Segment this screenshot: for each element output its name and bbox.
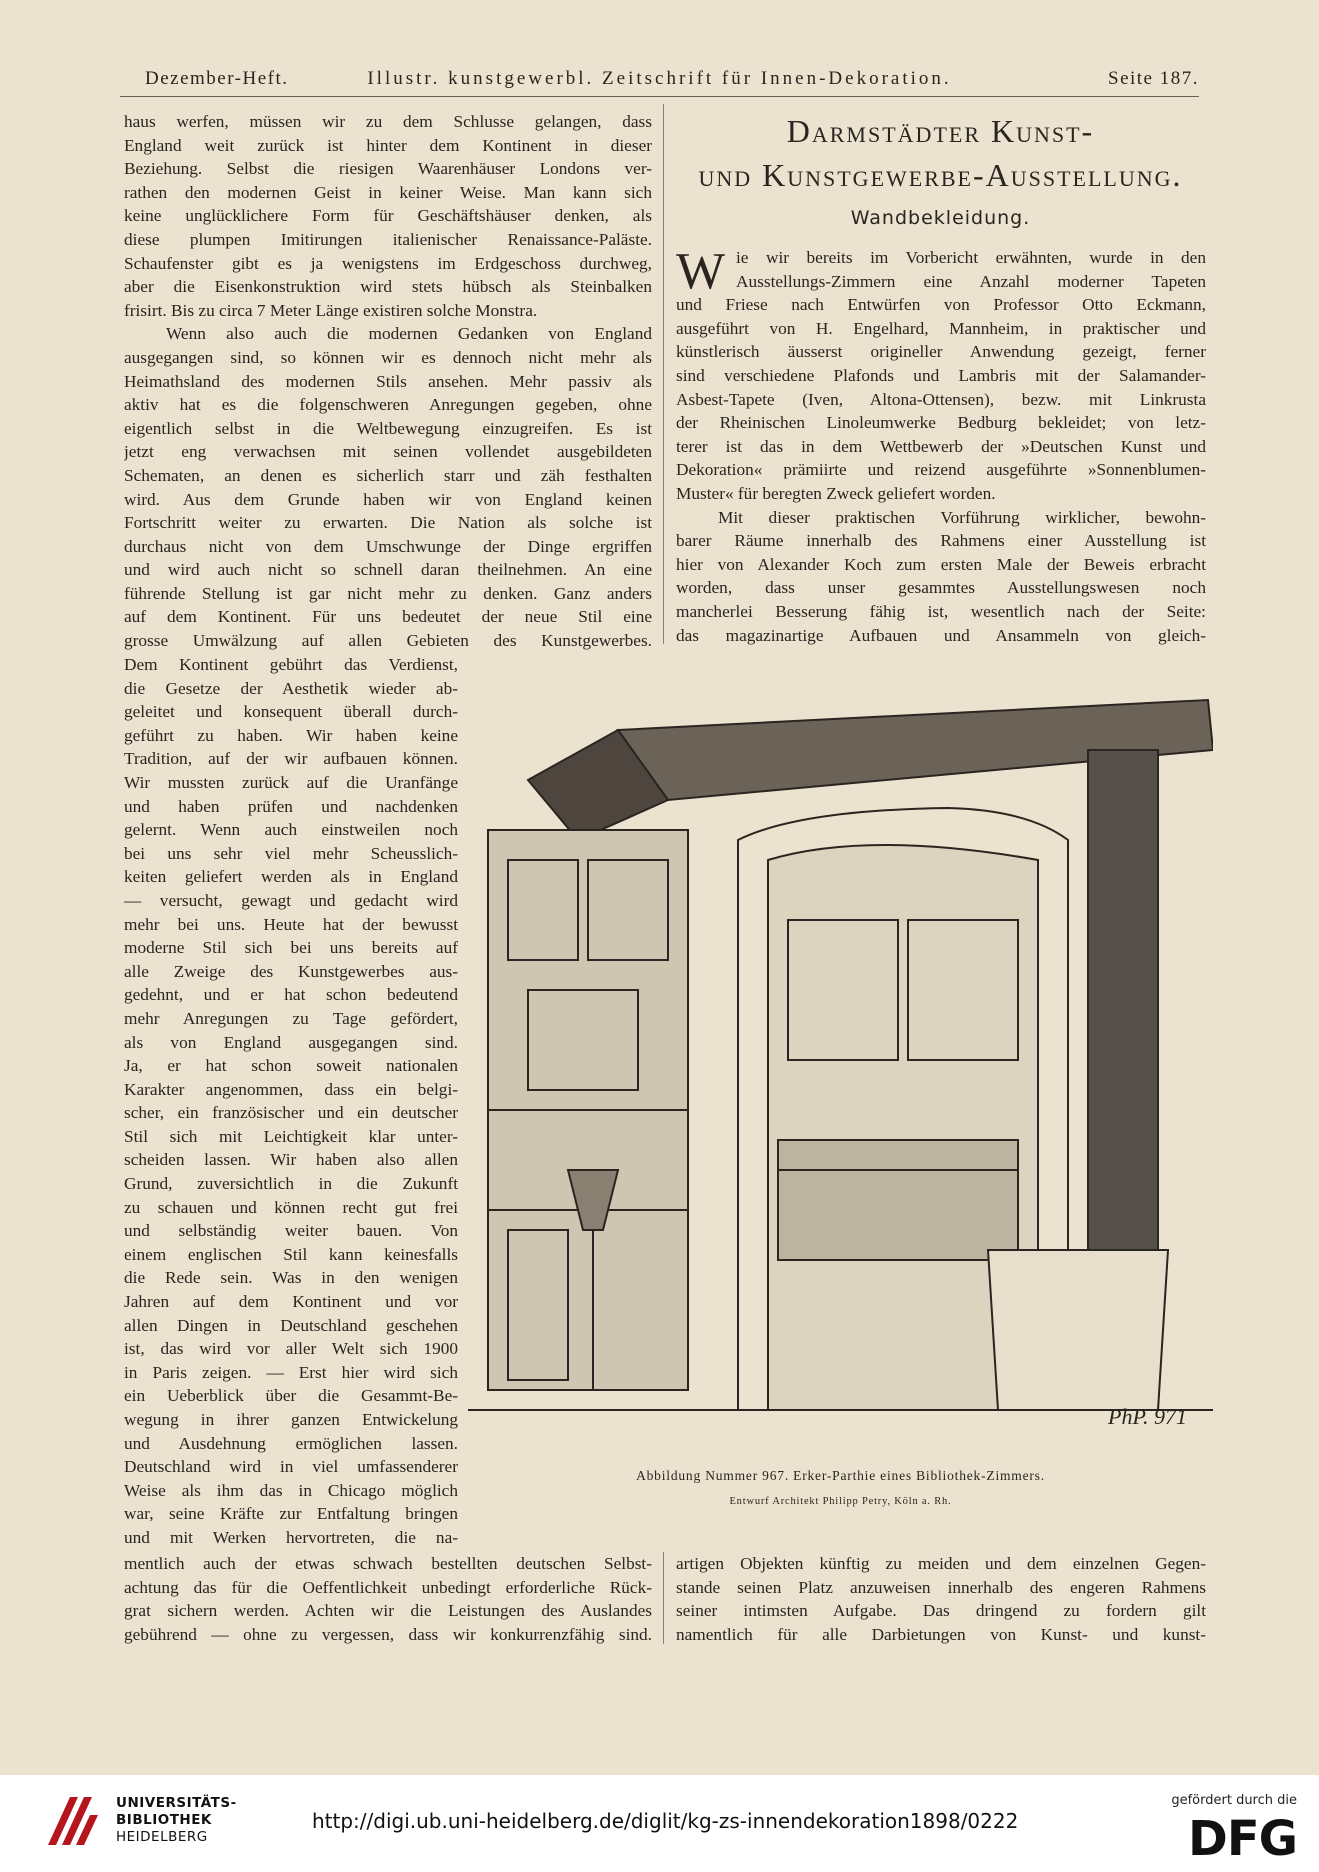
text-line: Tradition, auf der wir aufbauen können.	[124, 749, 458, 769]
text-line: wird. Aus dem Grunde haben wir von England keinen	[124, 489, 652, 509]
digitization-footer	[0, 1775, 1319, 1872]
text-line: Wir mussten zurück auf die Uranfänge	[124, 772, 458, 792]
article-title-line2: und Kunstgewerbe-Ausstellung.	[698, 157, 1183, 193]
text-line: jetzt eng verwachsen mit seinen vollendet ausgebildeten	[124, 442, 652, 462]
funding-label: gefördert durch die	[1171, 1793, 1297, 1808]
header-page-number: Seite 187.	[1108, 68, 1199, 89]
text-line: mancherlei Besserung fähig ist, wesentlich nach der Seite:	[676, 601, 1206, 621]
text-line: mehr Anregungen zu Tage gefördert,	[124, 1008, 458, 1028]
article-subtitle: Wandbekleidung.	[850, 207, 1031, 229]
text-line: keine unglücklichere Form für Geschäftshäuser denken, als	[124, 206, 652, 226]
text-line: mentlich auch der etwas schwach bestellten deutschen Selbst-	[124, 1554, 652, 1573]
text-line: aktiv hat es die folgenschweren Anregungen gegeben, ohne	[124, 395, 652, 415]
column-divider-bottom	[663, 1552, 664, 1644]
text-line: Dem Kontinent gebührt das Verdienst,	[124, 655, 458, 674]
text-line: ie wir bereits im Vorbericht erwähnten, wurde in den	[736, 248, 1206, 267]
text-line: Karakter angenommen, dass ein belgi-	[124, 1079, 458, 1099]
text-line: einem englischen Stil kann keinesfalls	[124, 1244, 458, 1264]
text-line: ausgeführt von H. Engelhard, Mannheim, in praktischer und	[676, 318, 1206, 338]
header-issue: Dezember-Heft.	[145, 68, 289, 89]
text-line: Wenn also auch die modernen Gedanken von England	[166, 324, 652, 344]
text-line: Deutschland wird in viel umfassenderer	[124, 1457, 458, 1477]
text-line: moderne Stil sich bei uns bereits auf	[124, 938, 458, 958]
text-line: die Gesetze der Aesthetik wieder ab-	[124, 678, 458, 698]
text-line: Muster« für beregten Zweck geliefert worden.	[676, 483, 996, 503]
text-line: grosse Umwälzung auf allen Gebieten des Kunstgewerbes.	[124, 631, 652, 651]
illustration-drawing	[468, 690, 1213, 1435]
header-journal-title: Illustr. kunstgewerbl. Zeitschrift für Innen-Dekoration.	[367, 68, 952, 89]
text-line: Grund, zuversichtlich in die Zukunft	[124, 1174, 458, 1194]
text-line: rathen den modernen Geist in keiner Weise. Man kann sich	[124, 182, 652, 202]
text-line: Ja, er hat schon soweit nationalen	[124, 1056, 458, 1076]
text-line: und Ausdehnung ermöglichen lassen.	[124, 1433, 458, 1453]
text-line: geführt zu haben. Wir haben keine	[124, 725, 458, 745]
bottom-right-text	[676, 1552, 1206, 1646]
text-line: ausgegangen sind, so können wir es dennoch nicht mehr als	[124, 347, 652, 367]
text-line: zu schauen und können recht gut frei	[124, 1197, 458, 1217]
text-line: und haben prüfen und nachdenken	[124, 796, 458, 816]
text-line: die Rede sein. Was in den wenigen	[124, 1268, 458, 1288]
text-line: und Friese nach Entwürfen von Professor Otto Eckmann,	[676, 295, 1206, 315]
text-line: und selbständig weiter bauen. Von	[124, 1221, 458, 1241]
text-line: scheiden lassen. Wir haben also allen	[124, 1150, 458, 1170]
bottom-left-text	[124, 1552, 652, 1646]
illustration-signature: PhP. 971	[1108, 1404, 1188, 1429]
text-line: wegung in ihrer ganzen Entwickelung	[124, 1410, 458, 1429]
text-line: sind verschiedene Plafonds und Lambris mit der Salamander-	[676, 365, 1206, 385]
text-line: barer Räume innerhalb des Rahmens einer Ausstellung ist	[676, 531, 1206, 551]
text-line: ein Ueberblick über die Gesammt-Be-	[124, 1386, 458, 1406]
text-line: artigen Objekten künftig zu meiden und dem einzelnen Gegen-	[676, 1554, 1206, 1573]
text-line: Schaufenster gibt es ja wenigstens im Erdgeschoss durchweg,	[124, 253, 652, 273]
dfg-logo: DFG	[1187, 1811, 1297, 1867]
text-line: diese plumpen Imitirungen italienischer Renaissance-Paläste.	[124, 229, 652, 249]
text-line: durchaus nicht von dem Umschwunge der Dinge ergriffen	[124, 536, 652, 556]
left-column-text	[124, 110, 652, 653]
text-line: Ausstellungs-Zimmern eine Anzahl moderner Tapeten	[736, 271, 1206, 291]
text-line: Beziehung. Selbst die riesigen Waarenhäuser Londons ver-	[124, 159, 652, 179]
text-line: Asbest-Tapete (Iven, Altona-Ottensen), bezw. mit Linkrusta	[676, 389, 1206, 409]
text-line: Heimathsland des modernen Stils ansehen. Mehr passiv als	[124, 371, 652, 391]
text-line: keiten geliefert werden als in England	[124, 867, 458, 887]
text-line: Stil sich mit Leichtigkeit klar unter-	[124, 1126, 458, 1146]
text-line: England weit zurück ist hinter dem Kontinent in dieser	[124, 135, 652, 155]
university-library-logo	[42, 1791, 102, 1851]
text-line: geleitet und konsequent überall durch-	[124, 702, 458, 722]
text-line: auf dem Kontinent. Für uns bedeutet der neue Stil eine	[124, 607, 652, 627]
text-line: und wird auch nicht so schnell daran theilnehmen. An eine	[124, 560, 652, 580]
library-illustration	[468, 690, 1213, 1435]
text-line: künstlerisch äusserst origineller Anwendung gezeigt, ferner	[676, 342, 1206, 362]
article-title-line1: Darmstädter Kunst-	[786, 113, 1095, 149]
text-line: seiner intimsten Aufgabe. Das dringend zu fordern gilt	[676, 1601, 1206, 1621]
text-line: das magazinartige Aufbauen und Ansammeln von gleich-	[676, 625, 1206, 645]
text-line: worden, dass unser gesammtes Ausstellungswesen noch	[676, 578, 1206, 598]
text-line: achtung das für die Oeffentlichkeit unbedingt erforderliche Rück-	[124, 1577, 652, 1597]
permalink-url[interactable]: http://digi.ub.uni-heidelberg.de/diglit/kg-zs-innendekoration1898/0222	[312, 1809, 1019, 1833]
text-line: als von England ausgegangen sind.	[124, 1032, 458, 1052]
text-line: allen Dingen in Deutschland geschehen	[124, 1315, 458, 1335]
text-line: hier von Alexander Koch zum ersten Male der Beweis erbracht	[676, 554, 1206, 574]
text-line: ist, das wird vor aller Welt sich 1900	[124, 1339, 458, 1359]
text-line: scher, ein französischer und ein deutscher	[124, 1103, 458, 1123]
text-line: gedehnt, und er hat schon bedeutend	[124, 985, 458, 1005]
text-line: stande seinen Platz anzuweisen innerhalb des engeren Rahmens	[676, 1577, 1206, 1597]
text-line: terer ist das in dem Wettbewerb der »Deutschen Kunst und	[676, 436, 1206, 456]
text-line: aber die Eisenkonstruktion wird stets hübsch als Steinbalken	[124, 277, 652, 297]
right-column-text	[676, 243, 1206, 647]
text-line: Weise als ihm das in Chicago möglich	[124, 1480, 458, 1500]
text-line: gelernt. Wenn auch einstweilen noch	[124, 820, 458, 840]
text-line: haus werfen, müssen wir zu dem Schlusse gelangen, dass	[124, 112, 652, 131]
text-line: grat sichern werden. Achten wir die Leistungen des Auslandes	[124, 1601, 652, 1621]
text-line: und mit Werken hervortreten, die na-	[124, 1527, 458, 1547]
text-line: war, seine Kräfte zur Entfaltung bringen	[124, 1504, 458, 1524]
text-line: — versucht, gewagt und gedacht wird	[124, 890, 458, 910]
text-line: namentlich für alle Darbietungen von Kunst- und kunst-	[676, 1624, 1206, 1644]
text-line: Schematen, an denen es sicherlich starr und zäh festhalten	[124, 465, 652, 485]
text-line: in Paris zeigen. — Erst hier wird sich	[124, 1362, 458, 1382]
text-line: der Rheinischen Linoleumwerke Bedburg bekleidet; von letz-	[676, 413, 1206, 433]
text-line: führende Stellung ist gar nicht mehr zu denken. Ganz anders	[124, 583, 652, 603]
text-line: frisirt. Bis zu circa 7 Meter Länge existiren solche Monstra.	[124, 300, 538, 320]
text-line: Jahren auf dem Kontinent und vor	[124, 1292, 458, 1312]
text-line: alle Zweige des Kunstgewerbes aus-	[124, 961, 458, 981]
figure-credit: Entwurf Architekt Philipp Petry, Köln a. Rh.	[729, 1496, 952, 1507]
figure-caption: Abbildung Nummer 967. Erker-Parthie eines Bibliothek-Zimmers.	[636, 1468, 1045, 1483]
column-divider	[663, 104, 664, 644]
text-line: Mit dieser praktischen Vorführung wirklicher, bewohn-	[718, 507, 1206, 527]
running-header	[120, 66, 1199, 97]
text-line: eigentlich selbst in die Weltbewegung einzugreifen. Es ist	[124, 418, 652, 438]
drop-cap: W	[676, 243, 726, 300]
text-line: bei uns sehr viel mehr Scheusslich-	[124, 843, 458, 863]
text-line: Fortschritt weiter zu erwarten. Die Nation als solche ist	[124, 513, 652, 533]
left-narrow-column-text	[124, 653, 458, 1550]
text-line: mehr bei uns. Heute hat der bewusst	[124, 914, 458, 934]
text-line: gebührend — ohne zu vergessen, dass wir konkurrenzfähig sind.	[124, 1624, 652, 1644]
text-line: Dekoration« prämiirte und reizend ausgeführte »Sonnenblumen-	[676, 460, 1206, 480]
library-name: UNIVERSITÄTS- BIBLIOTHEK HEIDELBERG	[116, 1795, 237, 1845]
